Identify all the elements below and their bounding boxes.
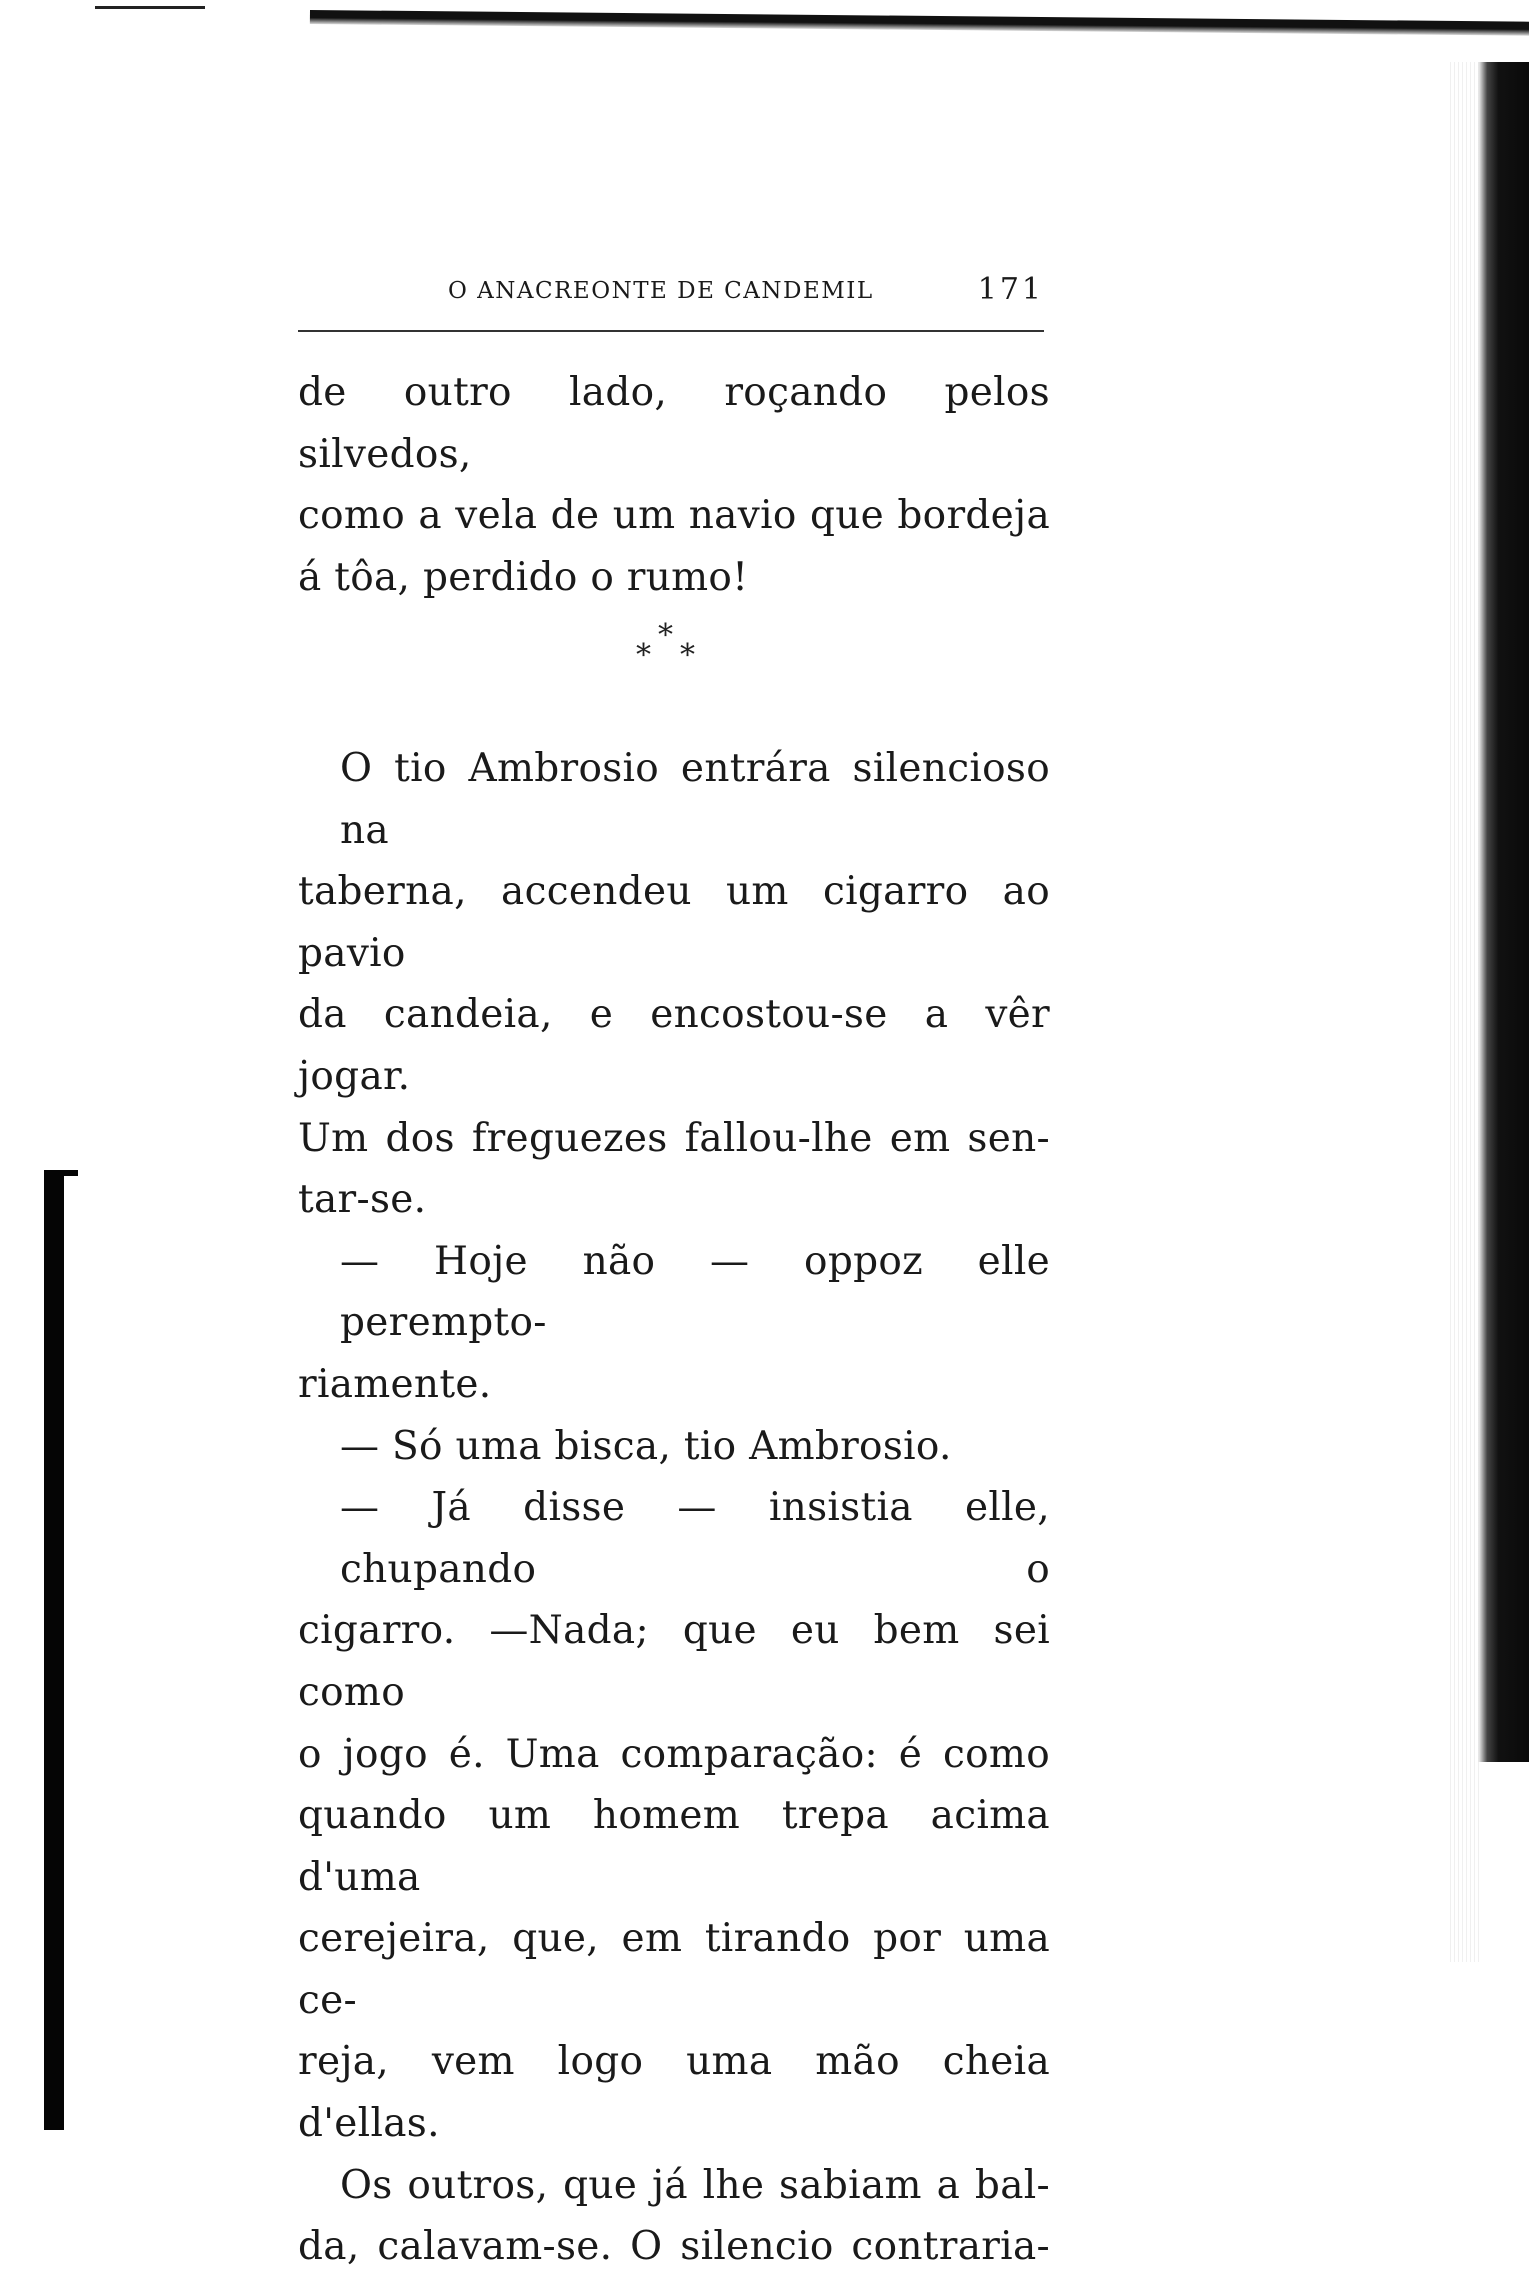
scan-edge-right-shadow [1450,62,1480,1962]
asterism-section-break [628,618,708,678]
scan-edge-left [44,1170,64,2130]
text-line: de outro lado, roçando pelos silvedos, [298,370,1050,477]
scan-edge-right [1478,62,1529,1762]
text-line: reja, vem logo uma mão cheia d'ellas. [298,2039,1050,2147]
text-line: cerejeira, que, em tirando por uma ce- [298,1916,1050,2023]
text-line: cigarro. —Nada; que eu bem sei como [298,1608,1050,1715]
text-line: riamente. [298,1361,492,1407]
section-body [298,738,1050,2278]
text-line: da, calavam-se. O silencio contraria- [298,2224,1050,2270]
text-line: Um dos freguezes fallou-lhe em sen- [298,1115,1050,1161]
text-line: da candeia, e encostou-se a vêr jogar. [298,992,1050,1099]
page-number: 171 [977,272,1044,307]
paragraph-continuation [298,362,1050,608]
running-head [298,270,1044,310]
asterism-star: * [636,638,651,673]
scan-edge-top [310,10,1529,36]
running-title: O ANACREONTE DE CANDEMIL [448,278,874,304]
asterism-star: * [658,618,673,653]
header-rule [298,330,1044,332]
dialogue-line: — Hoje não — oppoz elle perempto- [340,1238,1050,1346]
text-line: taberna, accendeu um cigarro ao pavio [298,869,1050,976]
dialogue-line: — Já disse — insistia elle, chupando o [340,1485,1050,1592]
text-line: quando um homem trepa acima d'uma [298,1793,1050,1900]
asterism-star: * [680,638,695,673]
text-line: o jogo é. Uma comparação: é como [298,1731,1050,1777]
scan-edge-top-left [95,6,205,9]
text-line: Os outros, que já lhe sabiam a bal- [340,2162,1050,2208]
text-line: como a vela de um navio que bordeja [298,493,1050,539]
text-line: tar-se. [298,1177,427,1223]
dialogue-line: — Só uma bisca, tio Ambrosio. [340,1423,952,1469]
text-line: O tio Ambrosio entrára silencioso na [340,746,1050,853]
text-line: á tôa, perdido o rumo! [298,554,749,600]
